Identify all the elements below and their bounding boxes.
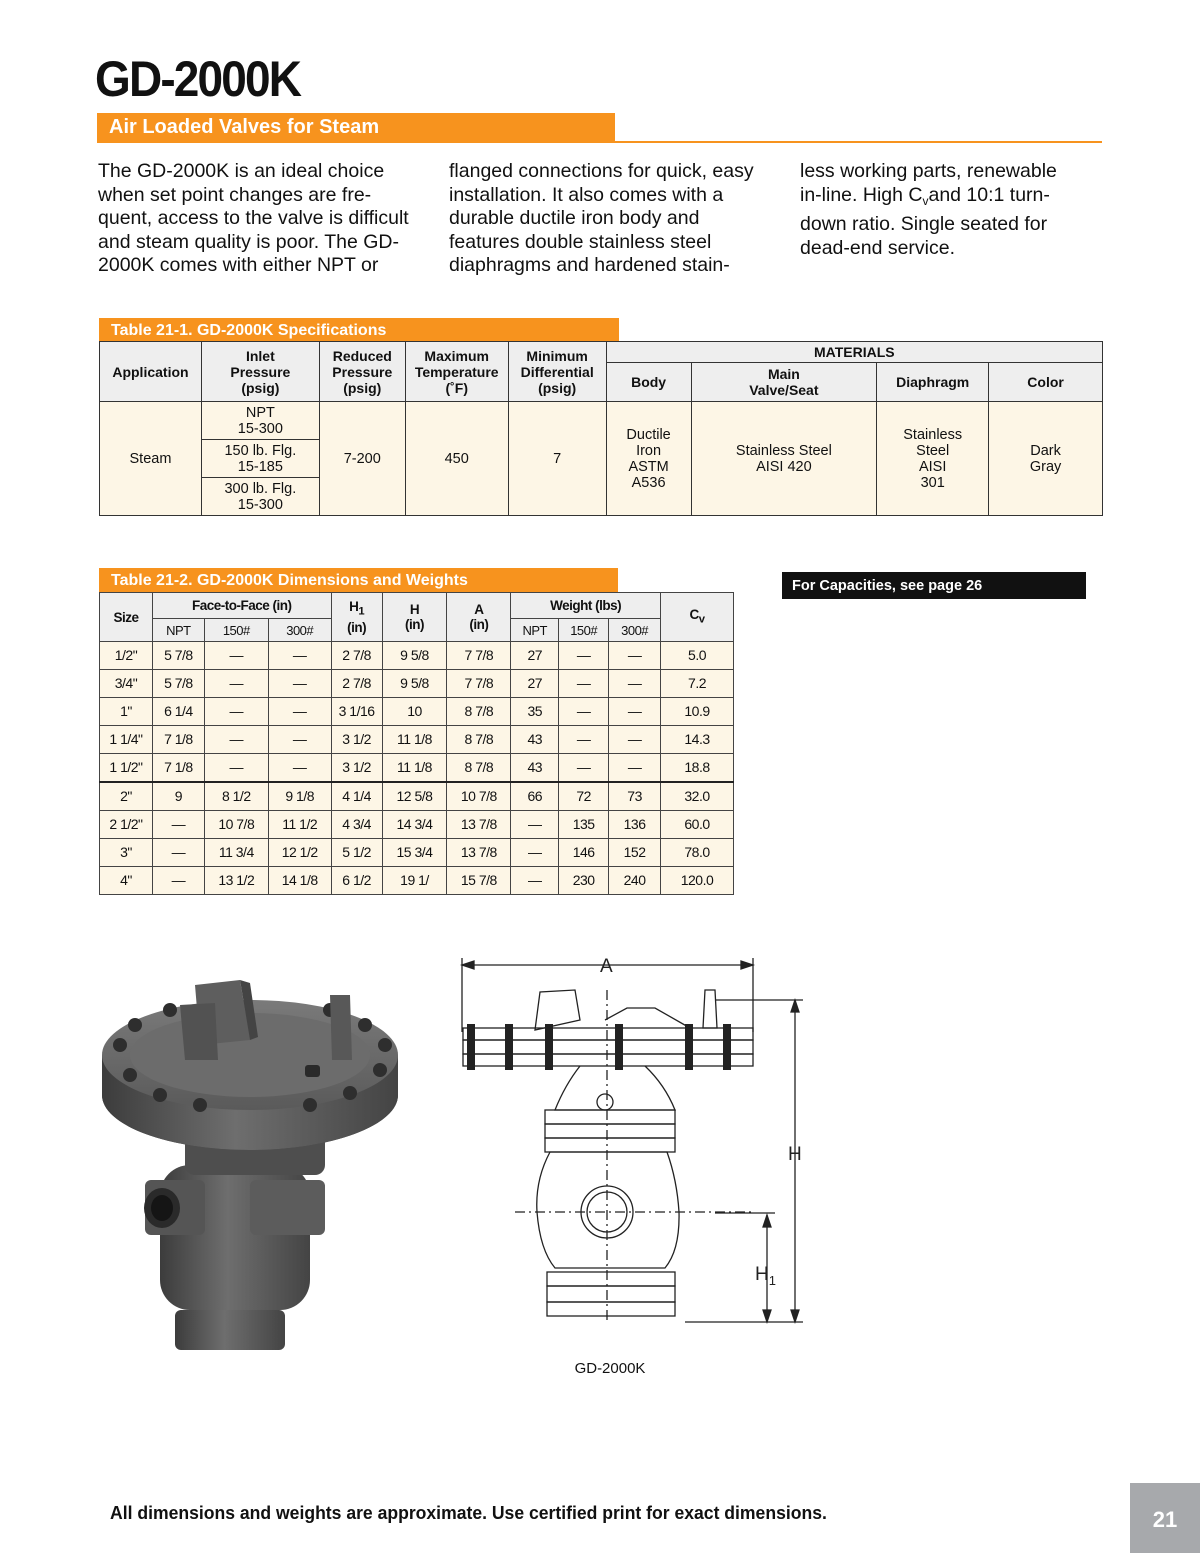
intro-line <box>800 184 1100 214</box>
intro-line: The GD-2000K is an ideal choice <box>98 160 385 182</box>
specifications-table <box>99 341 1103 516</box>
cell-h: 14 3/4 <box>382 811 447 839</box>
dimension-drawing <box>455 950 815 1350</box>
cell-weight-300: — <box>609 726 661 754</box>
cell-inlet-npt: NPT 15-300 <box>201 402 319 440</box>
cell-a: 8 7/8 <box>447 754 511 783</box>
cell-h1: 5 1/2 <box>331 839 382 867</box>
cell-size: 1 1/2" <box>100 754 153 783</box>
intro-line: when set point changes are fre- <box>98 183 372 206</box>
table-row <box>100 698 734 726</box>
cell-ftf-150: 8 1/2 <box>204 782 268 811</box>
cell-ftf-150: 10 7/8 <box>204 811 268 839</box>
cell-h: 11 1/8 <box>382 726 447 754</box>
header-ftf-300: 300# <box>268 619 331 642</box>
header-size: Size <box>100 593 153 642</box>
intro-column-2 <box>449 160 789 278</box>
cell-ftf-npt: — <box>152 867 204 895</box>
header-materials: MATERIALS <box>606 342 1102 363</box>
cell-ftf-300: 14 1/8 <box>268 867 331 895</box>
cell-weight-150: — <box>559 726 609 754</box>
cell-diaphragm: Stainless Steel AISI 301 <box>877 402 989 516</box>
cell-ftf-npt: 9 <box>152 782 204 811</box>
section-subtitle: Air Loaded Valves for Steam <box>97 113 615 141</box>
header-face-to-face: Face-to-Face (in) <box>152 593 331 619</box>
table-row <box>100 726 734 754</box>
cell-weight-300: 73 <box>609 782 661 811</box>
dimension-label-a: A <box>600 956 613 977</box>
drawing-caption: GD-2000K <box>574 1360 646 1377</box>
cell-a: 8 7/8 <box>447 698 511 726</box>
header-weight-150: 150# <box>559 619 609 642</box>
cell-cv: 10.9 <box>661 698 734 726</box>
cell-h1: 6 1/2 <box>331 867 382 895</box>
cell-h: 19 1/ <box>382 867 447 895</box>
header-color: Color <box>989 363 1103 402</box>
intro-line: and steam quality is poor. The GD- <box>98 230 399 253</box>
header-body: Body <box>606 363 691 402</box>
header-min-differential: Minimum Differential (psig) <box>508 342 606 402</box>
table-row <box>100 670 734 698</box>
cell-h1: 2 7/8 <box>331 642 382 670</box>
cell-size: 4" <box>100 867 153 895</box>
cell-h1: 4 3/4 <box>331 811 382 839</box>
cell-ftf-150: 13 1/2 <box>204 867 268 895</box>
cell-weight-300: — <box>609 670 661 698</box>
cell-weight-300: — <box>609 698 661 726</box>
cell-reduced-pressure: 7-200 <box>319 402 405 516</box>
cell-weight-150: — <box>559 642 609 670</box>
cell-size: 1/2" <box>100 642 153 670</box>
cell-weight-150: — <box>559 670 609 698</box>
cell-cv: 18.8 <box>661 754 734 783</box>
header-main-valve-seat: Main Valve/Seat <box>691 363 877 402</box>
cell-ftf-300: — <box>268 642 331 670</box>
intro-line: features double stainless steel <box>449 230 712 253</box>
table-row <box>100 867 734 895</box>
cell-weight-300: — <box>609 642 661 670</box>
cell-application: Steam <box>100 402 202 516</box>
cell-ftf-npt: — <box>152 811 204 839</box>
cell-cv: 60.0 <box>661 811 734 839</box>
intro-line: 2000K comes with either NPT or <box>98 254 379 277</box>
cell-max-temperature: 450 <box>405 402 508 516</box>
cell-ftf-300: — <box>268 670 331 698</box>
cell-weight-npt: — <box>511 839 559 867</box>
cell-weight-npt: 66 <box>511 782 559 811</box>
cell-ftf-npt: 7 1/8 <box>152 726 204 754</box>
cell-size: 1 1/4" <box>100 726 153 754</box>
cell-inlet-150: 150 lb. Flg. 15-185 <box>201 440 319 478</box>
cell-color: Dark Gray <box>989 402 1103 516</box>
header-inlet-pressure: Inlet Pressure (psig) <box>201 342 319 402</box>
cell-min-differential: 7 <box>508 402 606 516</box>
cell-ftf-300: — <box>268 726 331 754</box>
cell-a: 7 7/8 <box>447 670 511 698</box>
cell-weight-150: 146 <box>559 839 609 867</box>
cell-inlet-300: 300 lb. Flg. 15-300 <box>201 478 319 516</box>
cell-ftf-npt: 5 7/8 <box>152 642 204 670</box>
cell-cv: 7.2 <box>661 670 734 698</box>
cell-ftf-150: — <box>204 754 268 783</box>
cell-weight-npt: 35 <box>511 698 559 726</box>
cell-weight-300: 136 <box>609 811 661 839</box>
header-weight: Weight (lbs) <box>511 593 661 619</box>
cell-weight-npt: 27 <box>511 642 559 670</box>
cell-h1: 3 1/16 <box>331 698 382 726</box>
cell-h: 9 5/8 <box>382 642 447 670</box>
cell-h1: 3 1/2 <box>331 754 382 783</box>
cell-cv: 5.0 <box>661 642 734 670</box>
cell-size: 2 1/2" <box>100 811 153 839</box>
cell-h1: 2 7/8 <box>331 670 382 698</box>
header-a: A (in) <box>447 593 511 642</box>
header-diaphragm: Diaphragm <box>877 363 989 402</box>
cell-cv: 120.0 <box>661 867 734 895</box>
cell-cv: 14.3 <box>661 726 734 754</box>
subtitle-rule <box>97 141 1102 143</box>
header-weight-npt: NPT <box>511 619 559 642</box>
table1-caption: Table 21-1. GD-2000K Specifications <box>99 318 619 342</box>
cell-a: 7 7/8 <box>447 642 511 670</box>
cell-weight-npt: 27 <box>511 670 559 698</box>
intro-line: less working parts, renewable <box>800 160 1057 182</box>
header-application: Application <box>100 342 202 402</box>
cell-size: 1" <box>100 698 153 726</box>
intro-line: quent, access to the valve is difficult <box>98 207 409 230</box>
cell-weight-npt: — <box>511 867 559 895</box>
cell-h1: 4 1/4 <box>331 782 382 811</box>
header-reduced-pressure: Reduced Pressure (psig) <box>319 342 405 402</box>
cell-weight-150: — <box>559 698 609 726</box>
cell-size: 3" <box>100 839 153 867</box>
cell-h1: 3 1/2 <box>331 726 382 754</box>
cell-a: 15 7/8 <box>447 867 511 895</box>
intro-line: installation. It also comes with a <box>449 183 724 206</box>
table-row <box>100 642 734 670</box>
table-row <box>100 839 734 867</box>
cell-main-valve-seat: Stainless Steel AISI 420 <box>691 402 877 516</box>
cell-ftf-150: 11 3/4 <box>204 839 268 867</box>
intro-line: flanged connections for quick, easy <box>449 160 754 182</box>
cell-h: 12 5/8 <box>382 782 447 811</box>
table2-caption: Table 21-2. GD-2000K Dimensions and Weights <box>99 568 618 592</box>
dimensions-table <box>99 592 734 895</box>
header-ftf-150: 150# <box>204 619 268 642</box>
intro-line: diaphragms and hardened stain- <box>449 254 730 277</box>
intro-line: down ratio. Single seated for <box>800 213 1048 236</box>
cell-ftf-npt: 5 7/8 <box>152 670 204 698</box>
cell-weight-npt: — <box>511 811 559 839</box>
cell-weight-150: 72 <box>559 782 609 811</box>
intro-line: dead-end service. <box>800 236 956 259</box>
table-row <box>100 754 734 783</box>
cell-ftf-npt: 6 1/4 <box>152 698 204 726</box>
intro-line: durable ductile iron body and <box>449 207 700 230</box>
cell-weight-150: 135 <box>559 811 609 839</box>
capacities-note: For Capacities, see page 26 <box>782 572 1086 599</box>
dimension-label-h1: $H_1$ <box>755 1264 776 1288</box>
cell-a: 10 7/8 <box>447 782 511 811</box>
cell-weight-150: 230 <box>559 867 609 895</box>
page-title: GD-2000K <box>95 51 301 107</box>
cell-weight-npt: 43 <box>511 754 559 783</box>
header-ftf-npt: NPT <box>152 619 204 642</box>
cell-a: 13 7/8 <box>447 811 511 839</box>
cell-weight-150: — <box>559 754 609 783</box>
cell-ftf-300: 12 1/2 <box>268 839 331 867</box>
cell-ftf-150: — <box>204 726 268 754</box>
header-cv: $C_v$ <box>661 593 734 642</box>
cell-weight-npt: 43 <box>511 726 559 754</box>
header-h1: $H_1$ (in) <box>331 593 382 642</box>
cell-cv: 78.0 <box>661 839 734 867</box>
header-weight-300: 300# <box>609 619 661 642</box>
intro-text: in-line. High C <box>800 183 923 206</box>
cell-h: 11 1/8 <box>382 754 447 783</box>
valve-photo <box>100 965 410 1385</box>
cell-weight-300: 152 <box>609 839 661 867</box>
cell-ftf-npt: — <box>152 839 204 867</box>
cell-ftf-300: 11 1/2 <box>268 811 331 839</box>
cell-h: 10 <box>382 698 447 726</box>
cell-a: 13 7/8 <box>447 839 511 867</box>
cell-ftf-150: — <box>204 670 268 698</box>
cell-ftf-npt: 7 1/8 <box>152 754 204 783</box>
cv-subscript: v <box>922 193 929 208</box>
cell-weight-300: 240 <box>609 867 661 895</box>
cell-ftf-150: — <box>204 698 268 726</box>
cell-weight-300: — <box>609 754 661 783</box>
footer-note: All dimensions and weights are approximate. Use certified print for exact dimensions. <box>110 1502 827 1523</box>
cell-body: Ductile Iron ASTM A536 <box>606 402 691 516</box>
header-max-temperature: Maximum Temperature (˚F) <box>405 342 508 402</box>
cell-size: 3/4" <box>100 670 153 698</box>
header-h: H (in) <box>382 593 447 642</box>
dimension-label-h: H <box>788 1144 802 1165</box>
cell-h: 9 5/8 <box>382 670 447 698</box>
intro-column-3 <box>800 160 1100 260</box>
cell-a: 8 7/8 <box>447 726 511 754</box>
cell-ftf-150: — <box>204 642 268 670</box>
cell-ftf-300: — <box>268 698 331 726</box>
intro-text: and 10:1 turn- <box>928 183 1050 206</box>
table-row <box>100 782 734 811</box>
cell-ftf-300: — <box>268 754 331 783</box>
page-number: 21 <box>1130 1483 1200 1553</box>
cell-cv: 32.0 <box>661 782 734 811</box>
cell-h: 15 3/4 <box>382 839 447 867</box>
cell-ftf-300: 9 1/8 <box>268 782 331 811</box>
cell-size: 2" <box>100 782 153 811</box>
table-row <box>100 811 734 839</box>
intro-column-1 <box>98 160 438 278</box>
